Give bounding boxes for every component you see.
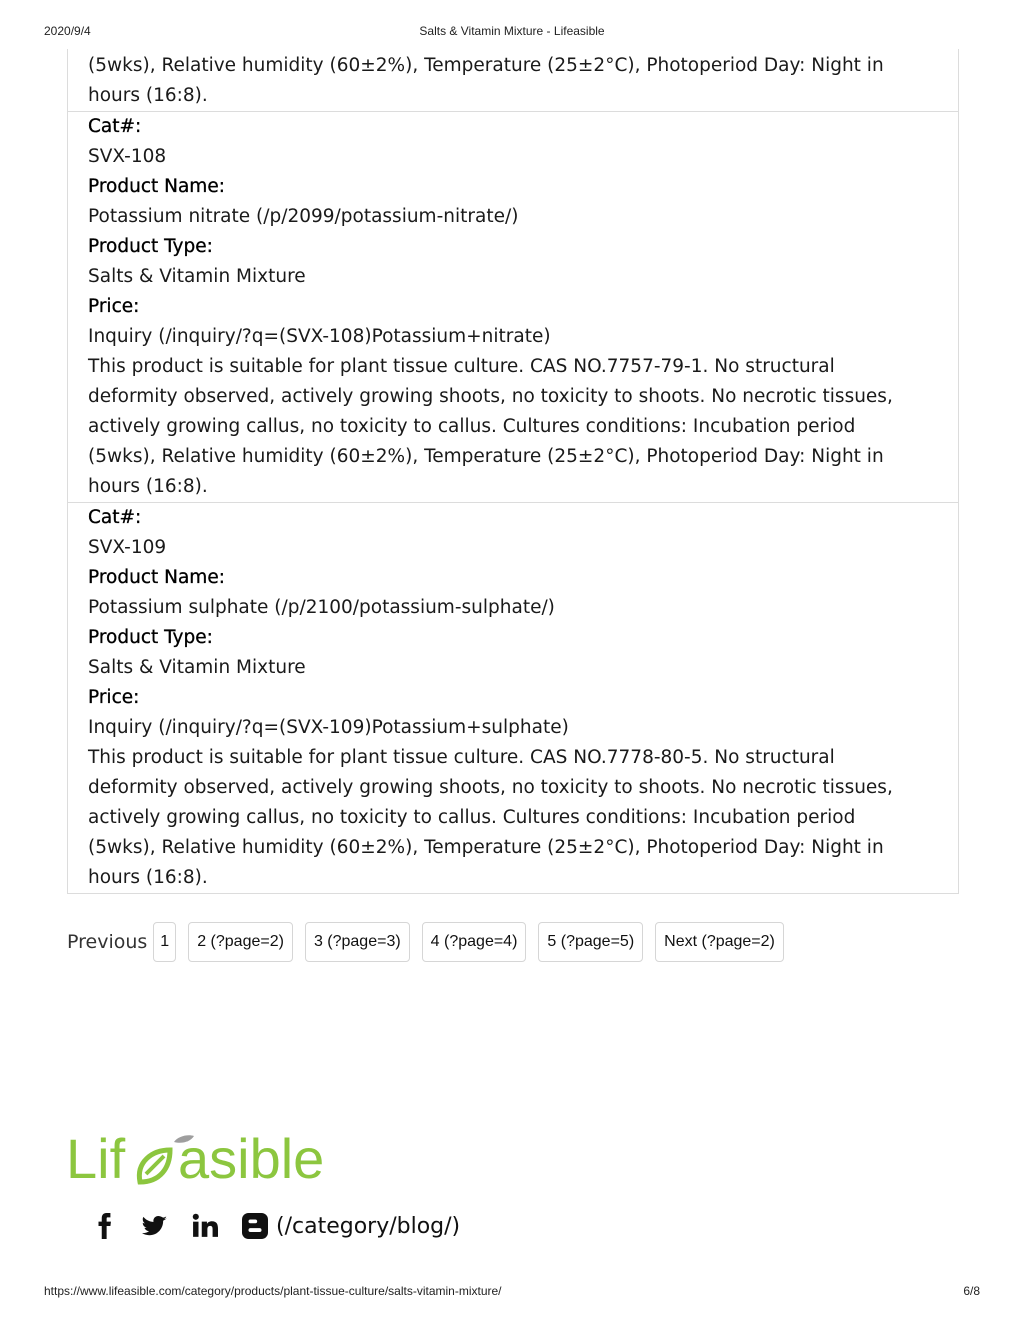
- inquiry-link[interactable]: Inquiry (/inquiry/?q=(SVX-109)Potassium+sulphate): [88, 717, 569, 738]
- print-page-number: 6/8: [963, 1284, 980, 1298]
- table-row: [68, 112, 958, 503]
- print-url: https://www.lifeasible.com/category/products/plant-tissue-culture/salts-vitamin-mixture/: [44, 1284, 502, 1298]
- product-name-label: Product Name:: [88, 567, 225, 588]
- linkedin-icon[interactable]: [192, 1213, 218, 1239]
- page-5-button[interactable]: 5 (?page=5): [538, 922, 643, 962]
- product-name-link[interactable]: Potassium nitrate (/p/2099/potassium-nitrate/): [88, 206, 519, 227]
- print-title: Salts & Vitamin Mixture - Lifeasible: [419, 24, 605, 38]
- price-label: Price:: [88, 687, 140, 708]
- cat-label: Cat#:: [88, 507, 142, 528]
- cat-number: SVX-108: [88, 146, 167, 167]
- page-1-button[interactable]: 1: [153, 922, 176, 962]
- description-line: deformity observed, actively growing shoots, no toxicity to shoots. No necrotic tissues,: [88, 777, 893, 798]
- description-line: deformity observed, actively growing shoots, no toxicity to shoots. No necrotic tissues,: [88, 386, 893, 407]
- description-line: This product is suitable for plant tissue culture. CAS NO.7778-80-5. No structural: [88, 747, 835, 768]
- product-type: Salts & Vitamin Mixture: [88, 266, 306, 287]
- page-2-button[interactable]: 2 (?page=2): [188, 922, 293, 962]
- twitter-icon[interactable]: [142, 1213, 168, 1239]
- description-line: (5wks), Relative humidity (60±2%), Temperature (25±2°C), Photoperiod Day: Night in: [88, 837, 884, 858]
- product-name-link[interactable]: Potassium sulphate (/p/2100/potassium-sulphate/): [88, 597, 555, 618]
- pagination: [67, 920, 796, 964]
- inquiry-link[interactable]: Inquiry (/inquiry/?q=(SVX-108)Potassium+nitrate): [88, 326, 551, 347]
- description-line: actively growing callus, no toxicity to callus. Cultures conditions: Incubation period: [88, 807, 856, 828]
- description-line: actively growing callus, no toxicity to callus. Cultures conditions: Incubation period: [88, 416, 856, 437]
- logo-graphic: [66, 1128, 346, 1192]
- description-line: hours (16:8).: [88, 476, 208, 497]
- product-type-label: Product Type:: [88, 627, 213, 648]
- description-line: hours (16:8).: [88, 85, 208, 106]
- description-line: (5wks), Relative humidity (60±2%), Temperature (25±2°C), Photoperiod Day: Night in: [88, 55, 884, 76]
- print-header: [44, 24, 980, 40]
- logo-text-asible: asible: [178, 1128, 325, 1190]
- cat-label: Cat#:: [88, 116, 142, 137]
- blog-link[interactable]: (/category/blog/): [276, 1213, 461, 1239]
- product-type: Salts & Vitamin Mixture: [88, 657, 306, 678]
- page-3-button[interactable]: 3 (?page=3): [305, 922, 410, 962]
- price-label: Price:: [88, 296, 140, 317]
- table-row: [68, 49, 958, 112]
- print-date: 2020/9/4: [44, 24, 91, 38]
- next-button[interactable]: Next (?page=2): [655, 922, 784, 962]
- logo-text-lif: Lif: [66, 1128, 126, 1190]
- cat-number: SVX-109: [88, 537, 167, 558]
- product-table: [67, 49, 959, 894]
- description-line: This product is suitable for plant tissue culture. CAS NO.7757-79-1. No structural: [88, 356, 835, 377]
- page-4-button[interactable]: 4 (?page=4): [422, 922, 527, 962]
- social-links: [92, 1208, 460, 1244]
- print-footer: [44, 1284, 980, 1300]
- product-name-label: Product Name:: [88, 176, 225, 197]
- product-type-label: Product Type:: [88, 236, 213, 257]
- description-line: (5wks), Relative humidity (60±2%), Temperature (25±2°C), Photoperiod Day: Night in: [88, 446, 884, 467]
- facebook-icon[interactable]: [92, 1213, 118, 1239]
- previous-button[interactable]: Previous: [67, 931, 148, 953]
- blogger-icon[interactable]: [242, 1213, 268, 1239]
- lifeasible-logo[interactable]: [66, 1128, 346, 1192]
- table-row: [68, 503, 958, 894]
- description-line: hours (16:8).: [88, 867, 208, 888]
